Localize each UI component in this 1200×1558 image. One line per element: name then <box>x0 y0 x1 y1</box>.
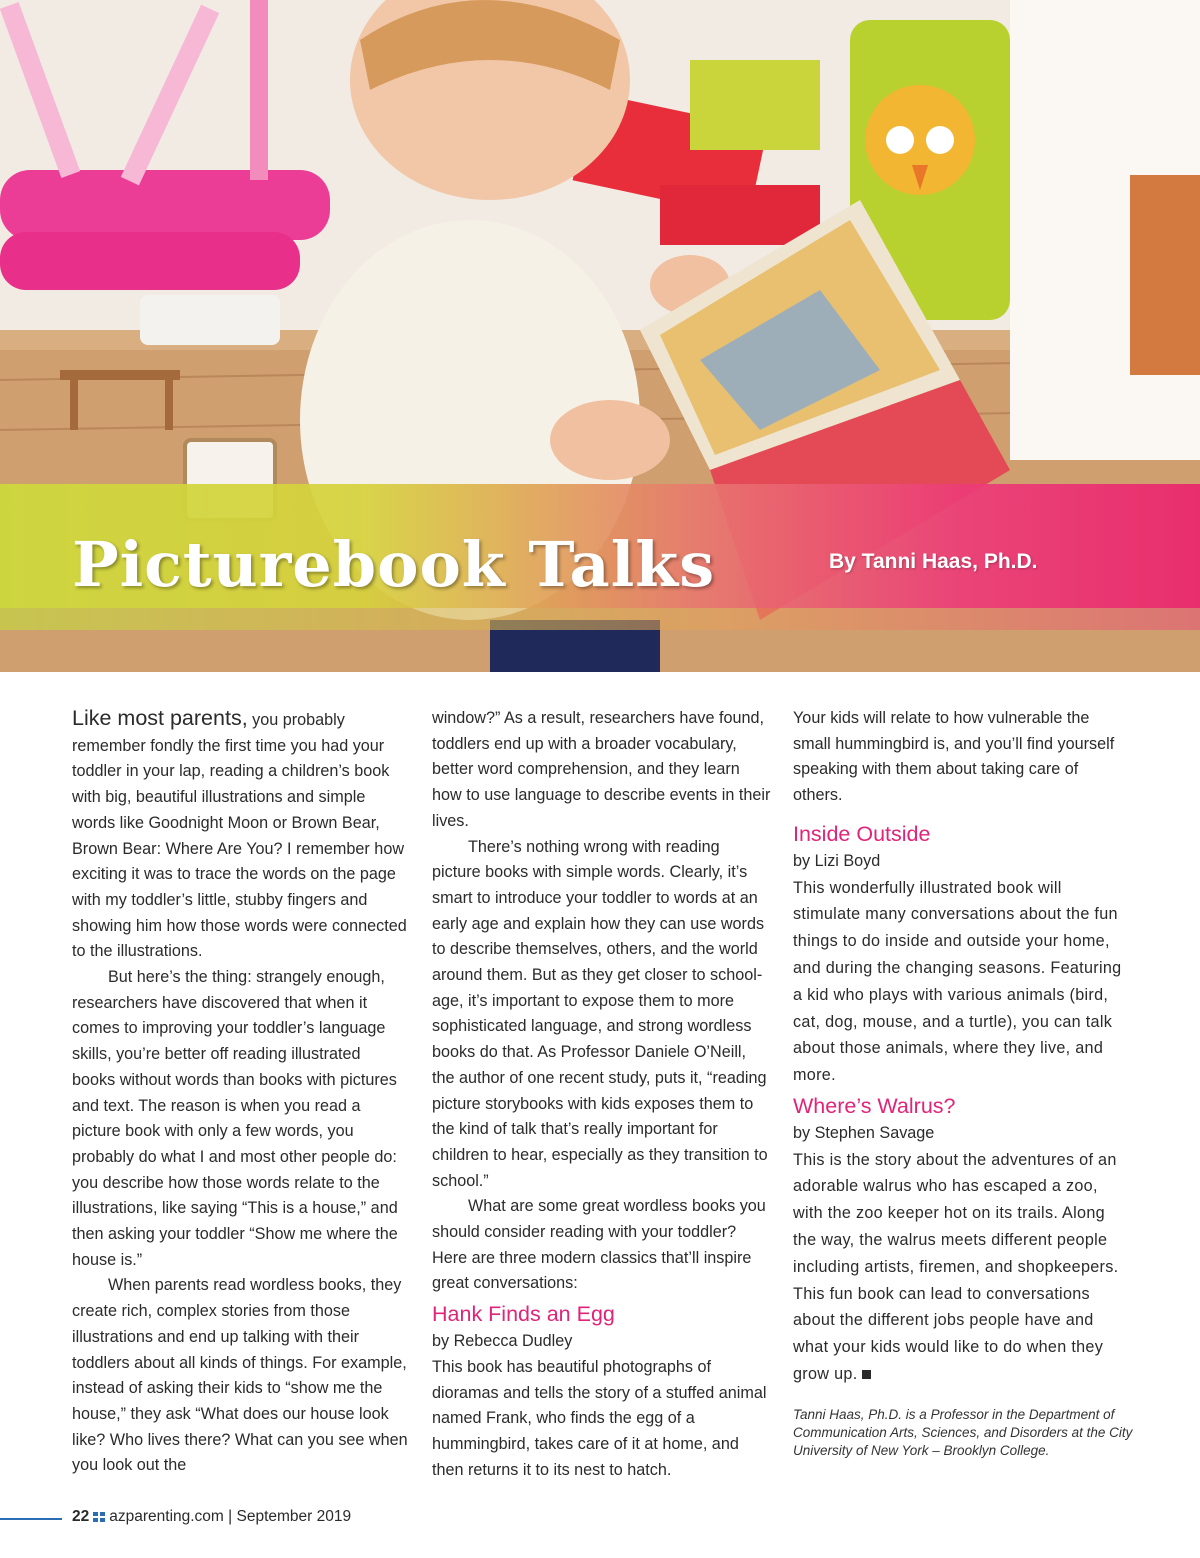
site-name: azparenting.com <box>109 1508 224 1525</box>
article-title: Picturebook Talks <box>72 528 716 601</box>
book-description <box>793 1147 1129 1388</box>
column-3 <box>793 706 1129 1388</box>
intro-paragraph <box>72 706 408 965</box>
footer <box>72 1508 351 1526</box>
book-title-wheres-walrus: Where’s Walrus? <box>793 1093 956 1118</box>
book-description: This wonderfully illustrated book will stimulate many conversations about the fun things to do inside and outside your home, and during the changing seasons. Featuring a kid who plays with various animals (bird, cat, dog, mouse, and a turtle), you can talk about those animals, where they live, and more. <box>793 878 1122 1085</box>
book-author: by Lizi Boyd <box>793 851 881 870</box>
paragraph: window?” As a result, researchers have found, toddlers end up with a broader vocabulary, better word comprehension, and they learn how to use language to describe events in their lives. <box>432 709 771 830</box>
book-description: This book has beautiful photographs of dioramas and tells the story of a stuffed animal named Frank, who finds the egg of a hummingbird, takes care of it at home, and then returns it to its nest to hatch. <box>432 1357 767 1479</box>
title-banner-stripe <box>0 608 1200 630</box>
column-1 <box>72 706 408 1479</box>
book-title-hank: Hank Finds an Egg <box>432 1302 615 1327</box>
paragraph: When parents read wordless books, they create rich, complex stories from those illustrations and end up talking with their toddlers about all kinds of things. For example, instead of asking their kids to “show me the house,” they ask “What does our house look like? Who lives there? What can you see when you look out the <box>72 1276 408 1475</box>
paragraph: Your kids will relate to how vulnerable the small hummingbird is, and you’ll find yourself speaking with them about taking care of others. <box>793 709 1115 805</box>
page-number: 22 <box>72 1508 90 1525</box>
intro-text: you probably remember fondly the first time you had your toddler in your lap, reading a children’s book with big, beautiful illustrations and simple words like Goodnight Moon or Brown Bear, Brown Bear: Where Are You? I remember how exciting it was to trace the words on the page with my toddler’s little, stubby fingers and showing him how those words were connected to the illustrations. <box>72 711 407 961</box>
footer-separator: | <box>228 1508 233 1525</box>
book-title-inside-outside: Inside Outside <box>793 821 931 846</box>
paragraph: But here’s the thing: strangely enough, researchers have discovered that when it comes to improving your toddler’s language skills, you’re better off reading illustrated books without words than books with pictures and text. The reason is when you read a picture book with only a few words, you probably do what I and most other people do: you describe how those words relate to the illustrations, like saying “This is a house,” and then asking your toddler “Show me where the house is.” <box>72 968 398 1269</box>
paragraph: What are some great wordless books you should consider reading with your toddler? Here are three modern classics that’ll inspire great conversations: <box>432 1197 766 1293</box>
footer-rule <box>0 1518 62 1520</box>
author-bio: Tanni Haas, Ph.D. is a Professor in the Department of Communication Arts, Sciences, and Disorders at the City University of New York – Brooklyn College. <box>793 1407 1133 1458</box>
issue-date: September 2019 <box>236 1508 352 1525</box>
grid-logo-icon <box>93 1512 105 1522</box>
article-byline: By Tanni Haas, Ph.D. <box>829 550 1038 573</box>
book-description-text: This is the story about the adventures of an adorable walrus who has escaped a zoo, with the zoo keeper hot on its trails. Along the way, the walrus meets different people including artists, firemen, and shopkeepers. This fun book can lead to conversations about the different jobs people have and what your kids would like to do when they grow up. <box>793 1150 1119 1383</box>
paragraph: There’s nothing wrong with reading picture books with simple words. Clearly, it’s smart to introduce your toddler to words at an early age and explain how they can use words to describe themselves, others, and the world around them. But as they get closer to school-age, it’s important to expose them to more sophisticated language, and strong wordless books do that. As Professor Daniele O’Neill, the author of one recent study, puts it, “reading picture storybooks with kids exposes them to the kind of talk that’s really important for children to hear, especially as they transition to school.” <box>432 837 768 1190</box>
book-author: by Rebecca Dudley <box>432 1332 573 1351</box>
end-mark-icon <box>862 1370 871 1379</box>
book-author: by Stephen Savage <box>793 1123 935 1142</box>
lead-in: Like most parents, <box>72 706 248 730</box>
column-2 <box>432 706 772 1483</box>
